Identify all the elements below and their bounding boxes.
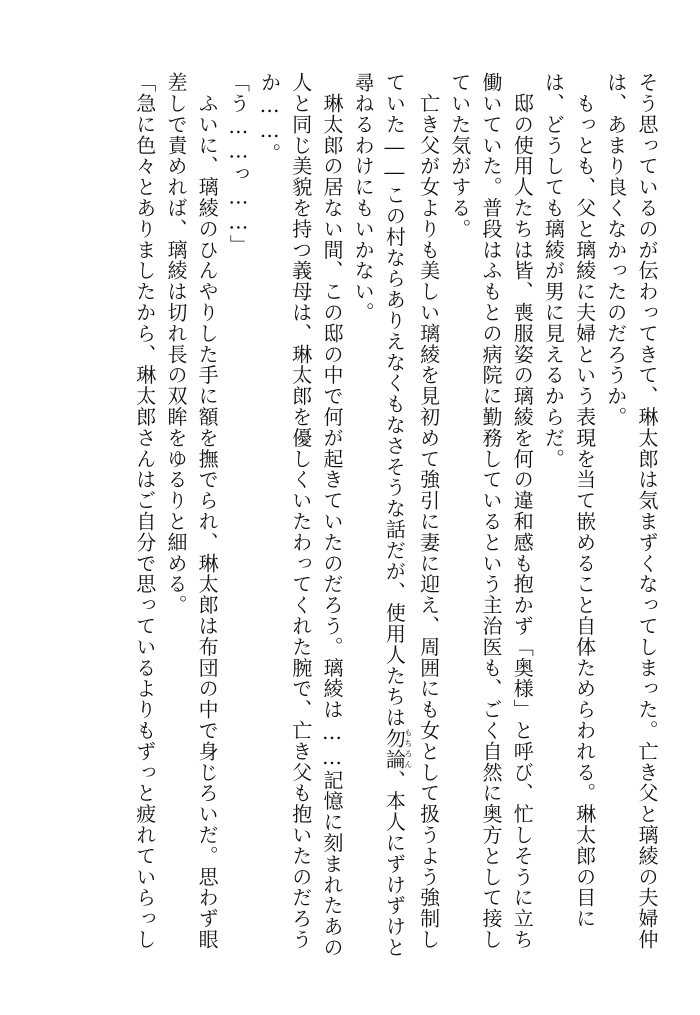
text-segment: 、本人にずけずけと — [382, 769, 407, 958]
text-line: そう思っているのが伝わってきて、琳太郎は気まずくなってしまった。亡き父と璃綾の夫婦仲 — [635, 72, 659, 950]
text-line: 「急に色々とありましたから、琳太郎さんはご自分で思っているよりもずっと疲れていらっし — [132, 72, 157, 950]
text-line: ふいに、璃綾のひんやりした手に額を撫でられ、琳太郎は布団の中で身じろいだ。思わず眼 — [195, 72, 220, 950]
text-line: 亡き父が女よりも美しい璃綾を見初めて強引に妻に迎え、周囲にも女として扱うよう強制し — [416, 72, 441, 950]
text-line: 働いていた。普段はふもとの病院に勤務しているという主治医も、ごく自然に奥方として接し — [478, 72, 503, 950]
text-segment: ていた――この村ならありえなくもなさそうな話だが、使用人たちは — [382, 72, 407, 728]
ruby-base: 勿論 — [382, 727, 407, 770]
text-line: は、どうしても璃綾が男に見えるからだ。 — [541, 72, 566, 470]
text-line: 尋ねるわけにもいかない。 — [351, 72, 376, 323]
vertical-text-block — [22, 72, 662, 958]
text-line: 邸の使用人たちは皆、喪服姿の璃綾を何の違和感も抱かず「奥様」と呼び、忙しそうに立ち — [510, 72, 535, 950]
text-line: ていた気がする。 — [447, 72, 472, 240]
text-line: 人と同じ美貌を持つ義母は、琳太郎を優しくいたわってくれた腕で、亡き父も抱いたのだろう — [288, 72, 313, 950]
text-line: 「う……っ……」 — [226, 72, 251, 256]
text-line: もっとも、父と璃綾に夫婦という表現を当て嵌めること自体ためらわれる。琳太郎の目に — [572, 72, 597, 929]
text-line-with-ruby — [378, 72, 413, 958]
ruby-annotation — [382, 727, 413, 770]
text-line: 差しで責めれば、璃綾は切れ長の双眸をゆるりと細める。 — [163, 72, 188, 616]
text-line: は、あまり良くなかったのだろうか。 — [603, 72, 628, 428]
ruby-reading: もちろん — [403, 727, 413, 770]
text-line: か……。 — [257, 72, 282, 164]
text-line: 琳太郎の居ない間、この邸の中で何が起きていたのだろう。璃綾は……記憶に刻まれたあの — [319, 72, 344, 958]
